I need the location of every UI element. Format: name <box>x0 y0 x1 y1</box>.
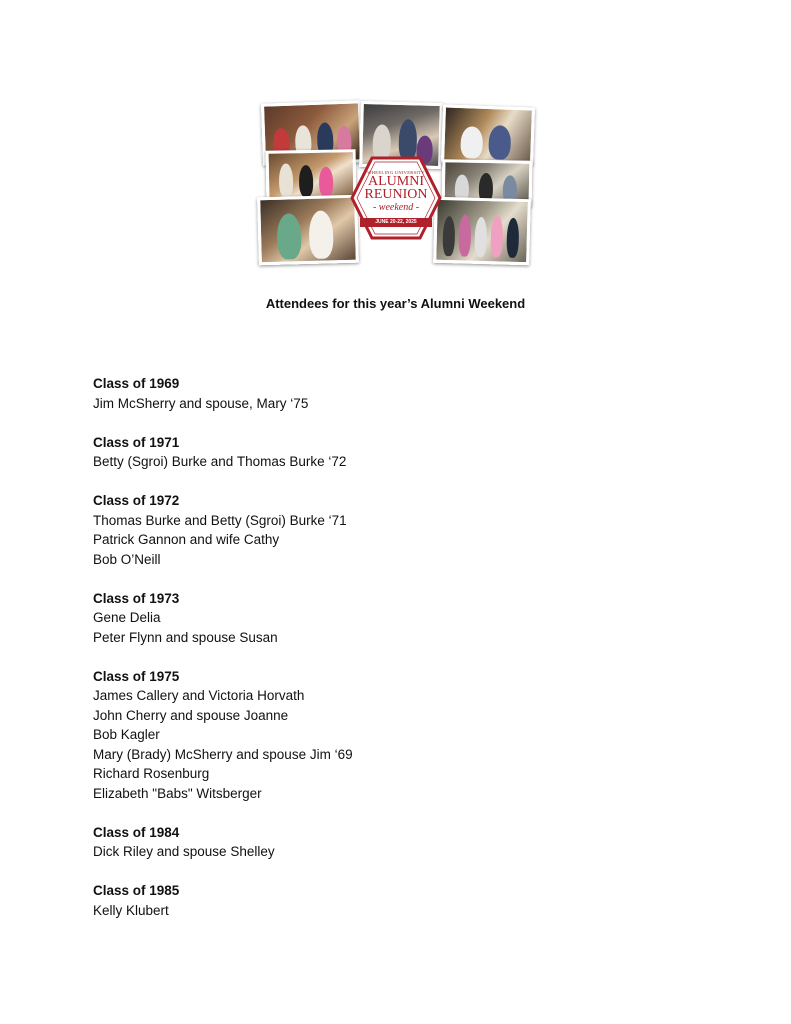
class-title: Class of 1972 <box>93 493 180 508</box>
badge-weekend-text: - weekend - <box>372 202 420 213</box>
class-title: Class of 1984 <box>93 824 180 840</box>
class-section <box>93 667 693 804</box>
attendee-entry: Gene Delia <box>93 610 161 625</box>
class-section <box>93 433 693 472</box>
class-section <box>93 589 693 648</box>
attendee-entry: John Cherry and spouse Joanne <box>93 707 289 723</box>
badge-dates: JUNE 20-22, 2025 <box>360 218 432 227</box>
class-title: Class of 1973 <box>93 590 180 606</box>
attendee-entry: Bob O’Neill <box>93 551 161 567</box>
collage-photo <box>257 195 359 266</box>
collage-photo <box>441 104 535 165</box>
class-title: Class of 1969 <box>93 376 180 391</box>
attendee-entry: James Callery and Victoria Horvath <box>93 688 305 703</box>
attendee-entry: Jim McSherry and spouse, Mary ‘75 <box>93 395 309 411</box>
class-title: Class of 1975 <box>93 668 180 684</box>
class-title: Class of 1971 <box>93 434 180 450</box>
attendee-entry: Thomas Burke and Betty (Sgroi) Burke ‘71 <box>93 512 347 528</box>
attendee-entry: Betty (Sgroi) Burke and Thomas Burke ‘72 <box>93 454 347 469</box>
attendee-entry: Peter Flynn and spouse Susan <box>93 629 278 645</box>
attendee-list <box>93 374 693 940</box>
attendee-entry: Richard Rosenburg <box>93 766 210 781</box>
badge-reunion-text: REUNION <box>364 187 428 202</box>
badge-alumni-text: ALUMNI <box>368 174 424 189</box>
alumni-reunion-badge <box>350 156 442 240</box>
class-section <box>93 823 693 862</box>
collage-photo <box>433 197 531 265</box>
class-section <box>93 374 693 413</box>
reunion-photo-collage <box>258 100 532 266</box>
attendee-entry: Elizabeth "Babs" Witsberger <box>93 785 262 801</box>
attendee-entry: Kelly Klubert <box>93 902 169 918</box>
class-section <box>93 491 693 569</box>
attendee-entry: Mary (Brady) McSherry and spouse Jim ‘69 <box>93 746 353 762</box>
page-heading: Attendees for this year’s Alumni Weekend <box>265 296 526 311</box>
attendee-entry: Bob Kagler <box>93 727 160 742</box>
attendee-entry: Patrick Gannon and wife Cathy <box>93 532 280 547</box>
class-section <box>93 881 693 920</box>
attendee-entry: Dick Riley and spouse Shelley <box>93 844 275 859</box>
class-title: Class of 1985 <box>93 883 180 898</box>
badge-university-text: WHEELING UNIVERSITY <box>367 170 425 175</box>
